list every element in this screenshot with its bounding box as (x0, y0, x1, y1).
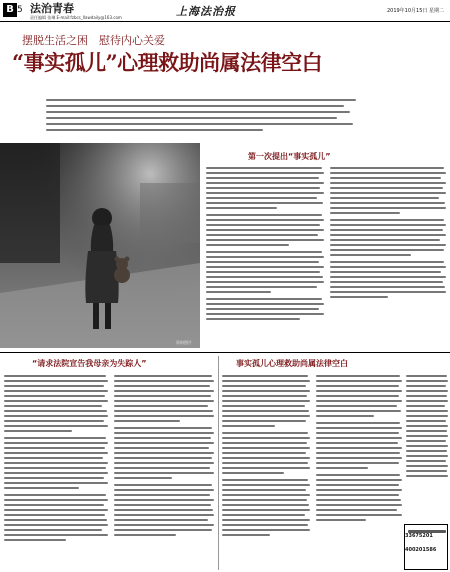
section-number: 5 (17, 5, 23, 15)
headline: “事实孤儿”心理救助尚属法律空白 (12, 50, 323, 75)
hotline-number-a: 33675201 (405, 533, 433, 539)
lower-text-col-1 (4, 372, 108, 541)
lower-text-col-4 (316, 372, 402, 521)
left-heading: “请求法院宣告我母亲为失踪人” (32, 359, 147, 368)
child-photo (0, 143, 200, 348)
lower-text-col-2 (114, 372, 214, 536)
column-divider (218, 356, 219, 570)
section-badge: B (3, 3, 17, 17)
kicker: 摆脱生活之困 慰待内心关爱 (22, 34, 165, 47)
lower-text-col-5 (406, 372, 448, 477)
paper-logo: 上海法治报 (176, 5, 236, 18)
photo-credit: 资料图片 (176, 340, 192, 345)
hotline-number-b: 400201586 (405, 547, 437, 553)
editor-line: 责任编辑 张琳 E-mail:fzbcs_Ilawdaily@163.com (30, 15, 122, 20)
first-heading: 第一次提出“事实孤儿” (248, 152, 331, 161)
section-name: 法治青春 (30, 2, 74, 15)
child-with-teddy-photo (0, 143, 200, 348)
right-text-col-1 (206, 164, 324, 320)
intro-paragraph (46, 98, 356, 102)
right-text-col-2 (330, 164, 446, 298)
section-divider (0, 352, 450, 353)
masthead-rule (0, 21, 450, 22)
right-heading: 事实孤儿心理救助尚属法律空白 (236, 359, 348, 368)
date-line: 2019年10月15日 星期二 (386, 8, 444, 14)
masthead (0, 0, 450, 22)
lower-text-col-3 (222, 372, 310, 536)
